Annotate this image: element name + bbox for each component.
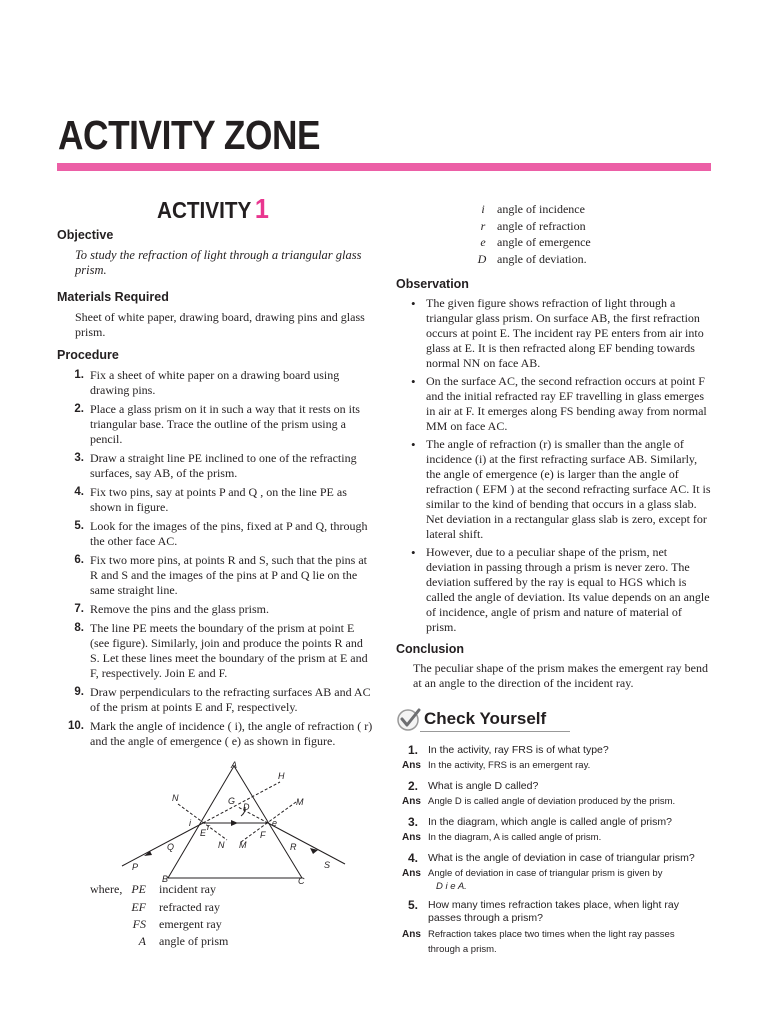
procedure-list bbox=[62, 368, 374, 753]
materials-heading: Materials Required bbox=[57, 290, 169, 304]
prism-diagram bbox=[110, 760, 370, 886]
symbol: r bbox=[480, 219, 486, 233]
observation-item: • The given figure shows refraction of light through a triangular glass prism. On surface AB, the first refraction occurs at point E. The incident ray PE enters from air into glass at E. It is then refracted along EF bending towards normal NN on face AB. bbox=[410, 296, 712, 371]
fig-label-e-small: e bbox=[272, 818, 278, 828]
fig-label-s: S bbox=[324, 860, 331, 870]
observation-item: • However, due to a peculiar shape of the prism, net deviation in passing through a prism is never zero. The deviation suffered by the ray is equal to HGS which is called the angle of deviation. Its value depends on an angle of incidence, angle of prism and nature of material of prism. bbox=[410, 545, 712, 635]
observation-item: • The angle of refraction (r) is smaller than the angle of incidence (i) at the first refracting surface AB. Similarly, the angle of emergence (e) is larger than the angle of refraction ( EFM ) at the second refracting surface AC. It is similar to the kind of bending that occurs in a glass slab. Net deviation in a rectangular glass slab is zero, except for lateral shift. bbox=[410, 437, 712, 542]
objective-heading: Objective bbox=[57, 228, 114, 242]
question: 1. In the activity, ray FRS is of what type? bbox=[408, 743, 609, 757]
procedure-step: 2. Place a glass prism on it in such a way that it rests on its triangular base. Trace the outline of the prism using a pencil. bbox=[74, 402, 360, 446]
conclusion-text: The peculiar shape of the prism makes the emergent ray bend at an angle to the direction of the incident ray. bbox=[413, 661, 709, 690]
where-sym: EF bbox=[131, 900, 146, 914]
fig-label-e: E bbox=[200, 828, 207, 838]
procedure-step: 5. Look for the images of the pins, fixed at P and Q, through the other face AC. bbox=[74, 519, 368, 548]
procedure-step: 3. Draw a straight line PE inclined to one of the refracting surfaces, say AB, of the prism. bbox=[74, 451, 357, 480]
qa-item bbox=[402, 852, 718, 893]
conclusion-heading: Conclusion bbox=[396, 642, 465, 656]
procedure-heading: Procedure bbox=[57, 348, 119, 362]
activity-heading bbox=[157, 193, 269, 225]
procedure-step: 7. Remove the pins and the glass prism. bbox=[74, 602, 269, 616]
fig-label-m2: M bbox=[239, 840, 247, 850]
incident-ray bbox=[122, 823, 203, 866]
fig-label-n2: N bbox=[218, 840, 225, 850]
observation-item: • On the surface AC, the second refraction occurs at point F and the initial refracted ray EF travelling in glass emerges in air at F. It emerges along FS bending away from normal MM on face AC. bbox=[410, 374, 712, 434]
symbol-desc: angle of incidence bbox=[497, 202, 585, 216]
title-underline bbox=[57, 163, 711, 171]
where-desc: incident ray bbox=[159, 882, 216, 896]
activity-label: ACTIVITY bbox=[157, 197, 252, 223]
symbol-desc: angle of refraction bbox=[497, 219, 586, 233]
procedure-step: 9. Draw perpendiculars to the refracting surfaces AB and AC of the prism at points E and F, respectively. bbox=[74, 685, 371, 714]
fig-label-d: D bbox=[243, 802, 250, 812]
answer-formula: D i e A. bbox=[436, 881, 467, 892]
check-yourself-title: Check Yourself bbox=[424, 709, 547, 728]
answer: Ans In the diagram, A is called angle of prism. bbox=[402, 832, 602, 843]
where-sym: PE bbox=[131, 882, 146, 896]
procedure-step: 8. The line PE meets the boundary of the prism at point E (see figure). Similarly, join and produce the points R and S. Let these lines meet the boundary of the prism at E and F, respectively. Join E and F. bbox=[74, 621, 368, 680]
question: 4. What is the angle of deviation in case of triangular prism? bbox=[408, 851, 695, 865]
incident-extension bbox=[203, 782, 280, 823]
symbol-desc: angle of deviation. bbox=[497, 252, 587, 266]
symbol: D bbox=[477, 252, 487, 266]
answer: Ans Refraction takes place two times when the light ray passes through a prism. bbox=[402, 929, 675, 955]
procedure-step: 4. Fix two pins, say at points P and Q , on the line PE as shown in figure. bbox=[74, 485, 347, 514]
fig-label-n: N bbox=[172, 793, 179, 803]
page-title: ACTIVITY ZONE bbox=[58, 112, 321, 158]
question: 3. In the diagram, which angle is called angle of prism? bbox=[408, 815, 672, 829]
fig-label-p: P bbox=[132, 862, 139, 872]
objective-text: To study the refraction of light through a triangular glass prism. bbox=[75, 248, 362, 277]
fig-label-a: A bbox=[231, 760, 238, 770]
fig-label-b: B bbox=[162, 874, 169, 884]
qa-item bbox=[402, 744, 718, 772]
where-sym: FS bbox=[132, 917, 146, 931]
fig-label-m: M bbox=[296, 797, 304, 807]
fig-label-r: r bbox=[207, 822, 210, 832]
fig-label-q: Q bbox=[167, 842, 175, 852]
observation-list bbox=[410, 296, 712, 638]
check-icon bbox=[396, 706, 422, 732]
fig-label-r2: R bbox=[290, 842, 297, 852]
procedure-step: 1. Fix a sheet of white paper on a drawing board using drawing pins. bbox=[74, 368, 340, 397]
qa-item bbox=[402, 816, 718, 844]
observation-heading: Observation bbox=[396, 277, 469, 291]
emergent-ray bbox=[268, 823, 345, 864]
symbol: e bbox=[480, 235, 486, 249]
procedure-step: 10. Mark the angle of incidence ( i), the angle of refraction ( r) and the angle of emergence ( e) as shown in figure. bbox=[68, 719, 373, 748]
fig-label-f: F bbox=[260, 830, 266, 840]
fig-label-h: H bbox=[278, 771, 285, 781]
where-lead: where, bbox=[90, 882, 123, 896]
fig-label-c: C bbox=[298, 876, 305, 886]
procedure-step: 6. Fix two more pins, at points R and S, such that the pins at R and S and the images of the pins at P and Q lie on the same straight line. bbox=[74, 553, 367, 597]
fig-label-g: G bbox=[228, 796, 236, 806]
arrow-head bbox=[231, 820, 238, 826]
symbol: i bbox=[481, 202, 485, 216]
where-desc: refracted ray bbox=[159, 900, 220, 914]
check-underline bbox=[420, 731, 570, 732]
qa-item bbox=[402, 899, 718, 957]
where-desc: emergent ray bbox=[159, 917, 222, 931]
activity-number: 1 bbox=[254, 193, 269, 224]
answer: Ans Angle of deviation in case of triangular prism is given by bbox=[402, 868, 663, 879]
check-yourself-header bbox=[396, 704, 716, 734]
qa-item bbox=[402, 780, 718, 808]
answer: Ans Angle D is called angle of deviation produced by the prism. bbox=[402, 796, 676, 807]
where-sym: A bbox=[138, 934, 146, 948]
materials-text: Sheet of white paper, drawing board, drawing pins and glass prism. bbox=[75, 310, 365, 339]
question: 5. How many times refraction takes place, when light ray passes through a prism? bbox=[408, 898, 679, 924]
answer: Ans In the activity, FRS is an emergent ray. bbox=[402, 760, 591, 771]
where-desc: angle of prism bbox=[159, 934, 229, 948]
fig-label-i: i bbox=[189, 818, 191, 828]
question: 2. What is angle D called? bbox=[408, 779, 539, 793]
symbol-desc: angle of emergence bbox=[497, 235, 591, 249]
